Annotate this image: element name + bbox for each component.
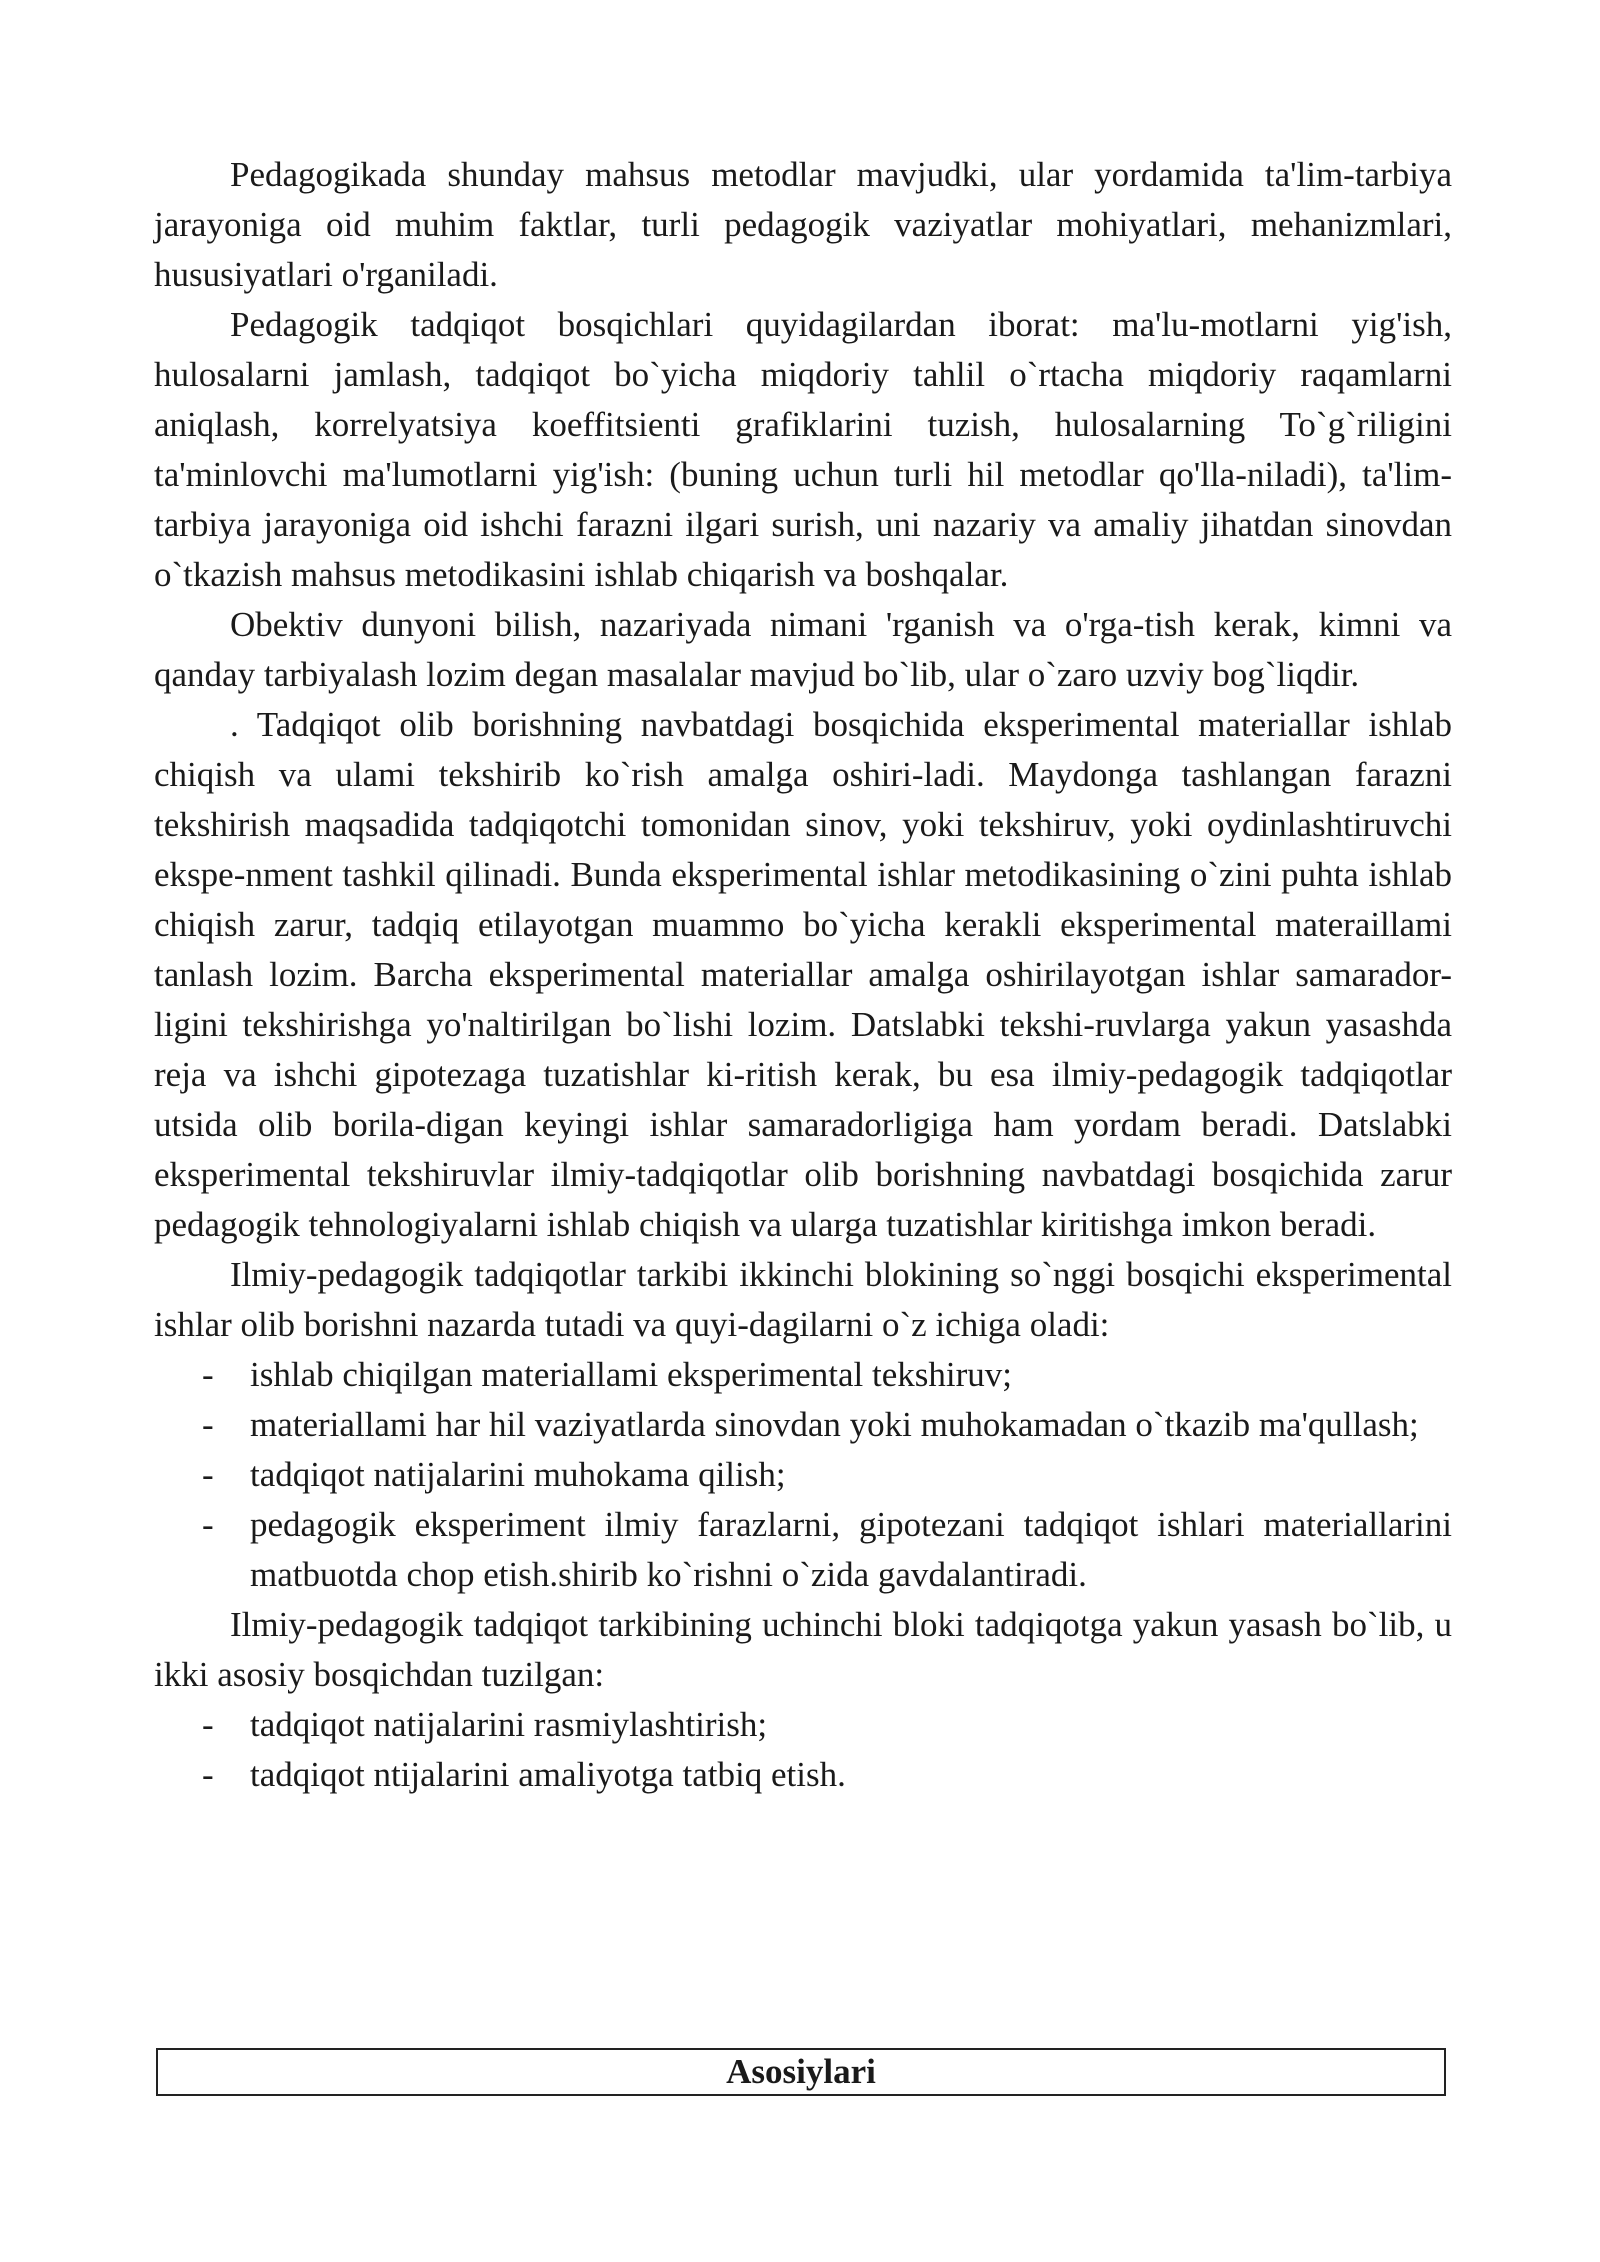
paragraph-3: Obektiv dunyoni bilish, nazariyada nimani 'rganish va o'rga-tish kerak, kimni va qanday tarbiyalash lozim degan masalalar mavjud bo`lib, ular o`zaro uzviy bog`liqdir. xyxy=(154,605,1452,694)
paragraph-6: Ilmiy-pedagogik tadqiqot tarkibining uchinchi bloki tadqiqotga yakun yasash bo`lib, u ikki asosiy bosqichdan tuzilgan: xyxy=(154,1605,1452,1694)
list-item xyxy=(154,1700,1452,1750)
list-item-text: tadqiqot ntijalarini amaliyotga tatbiq etish. xyxy=(250,1755,846,1794)
paragraph-2: Pedagogik tadqiqot bosqichlari quyidagilardan iborat: ma'lu-motlarni yig'ish, hulosalarni jamlash, tadqiqot bo`yicha miqdoriy tahlil o`rtacha miqdoriy raqamlarni aniqlash, korrelyatsiya koeffitsienti grafiklarini tuzish, hulosalarning To`g`riligini ta'minlovchi ma'lumotlarni yig'ish: (buning uchun turli hil metodlar qo'lla-niladi), ta'lim-tarbiya jarayoniga oid ishchi farazni ilgari surish, uni nazariy va amaliy jihatdan sinovdan o`tkazish mahsus metodikasini ishlab chiqarish va boshqalar. xyxy=(154,305,1452,594)
list-item-text: tadqiqot natijalarini muhokama qilish; xyxy=(250,1455,786,1494)
list-item-text: tadqiqot natijalarini rasmiylashtirish; xyxy=(250,1705,768,1744)
list-marker: - xyxy=(202,1455,214,1494)
list-item xyxy=(154,1750,1452,1800)
footer-heading-box xyxy=(156,2048,1446,2096)
list-marker: - xyxy=(202,1705,214,1744)
list-item xyxy=(154,1400,1452,1450)
list-item-text: materiallami har hil vaziyatlarda sinovdan yoki muhokamadan o`tkazib ma'qullash; xyxy=(250,1405,1419,1444)
paragraph-1: Pedagogikada shunday mahsus metodlar mavjudki, ular yordamida ta'lim-tarbiya jarayoniga oid muhim faktlar, turli pedagogik vaziyatlar mohiyatlari, mehanizmlari, hususiyatlari o'rganiladi. xyxy=(154,155,1452,294)
list-marker: - xyxy=(202,1405,214,1444)
paragraph-4: . Tadqiqot olib borishning navbatdagi bosqichida eksperimental materiallar ishlab chiqish va ulami tekshirib ko`rish amalga oshiri-ladi. Maydonga tashlangan farazni tekshirish maqsadida tadqiqotchi tomonidan sinov, yoki tekshiruv, yoki oydinlashtiruvchi ekspe-nment tashkil qilinadi. Bunda eksperimental ishlar metodikasining o`zini puhta ishlab chiqish zarur, tadqiq etilayotgan muammo bo`yicha kerakli eksperimental materaillami tanlash lozim. Barcha eksperimental materiallar amalga oshirilayotgan ishlar samarador-ligini tekshirishga yo'naltirilgan bo`lishi lozim. Datslabki tekshi-ruvlarga yakun yasashda reja va ishchi gipotezaga tuzatishlar ki-ritish kerak, bu esa ilmiy-pedagogik tadqiqotlar utsida olib borila-digan keyingi ishlar samaradorligiga ham yordam beradi. Datslabki eksperimental tekshiruvlar ilmiy-tadqiqotlar olib borishning navbatdagi bosqichida zarur pedagogik tehnologiyalarni ishlab chiqish va ularga tuzatishlar kiritishga imkon beradi. xyxy=(154,705,1452,1244)
list-item-text: ishlab chiqilgan materiallami eksperimental tekshiruv; xyxy=(250,1355,1013,1394)
document-body xyxy=(154,150,1452,1800)
list-item xyxy=(154,1450,1452,1500)
list-item xyxy=(154,1500,1452,1600)
list-marker: - xyxy=(202,1755,214,1794)
footer-heading: Asosiylari xyxy=(726,2052,876,2091)
list-item-text: pedagogik eksperiment ilmiy farazlarni, gipotezani tadqiqot ishlari materiallarini matbuotda chop etish.shirib ko`rishni o`zida gavdalantiradi. xyxy=(250,1505,1452,1594)
list-marker: - xyxy=(202,1505,214,1544)
final-steps-list xyxy=(154,1700,1452,1800)
list-item xyxy=(154,1350,1452,1400)
experimental-steps-list xyxy=(154,1350,1452,1600)
list-marker: - xyxy=(202,1355,214,1394)
paragraph-5: Ilmiy-pedagogik tadqiqotlar tarkibi ikkinchi blokining so`nggi bosqichi eksperimental ishlar olib borishni nazarda tutadi va quyi-dagilarni o`z ichiga oladi: xyxy=(154,1255,1452,1344)
